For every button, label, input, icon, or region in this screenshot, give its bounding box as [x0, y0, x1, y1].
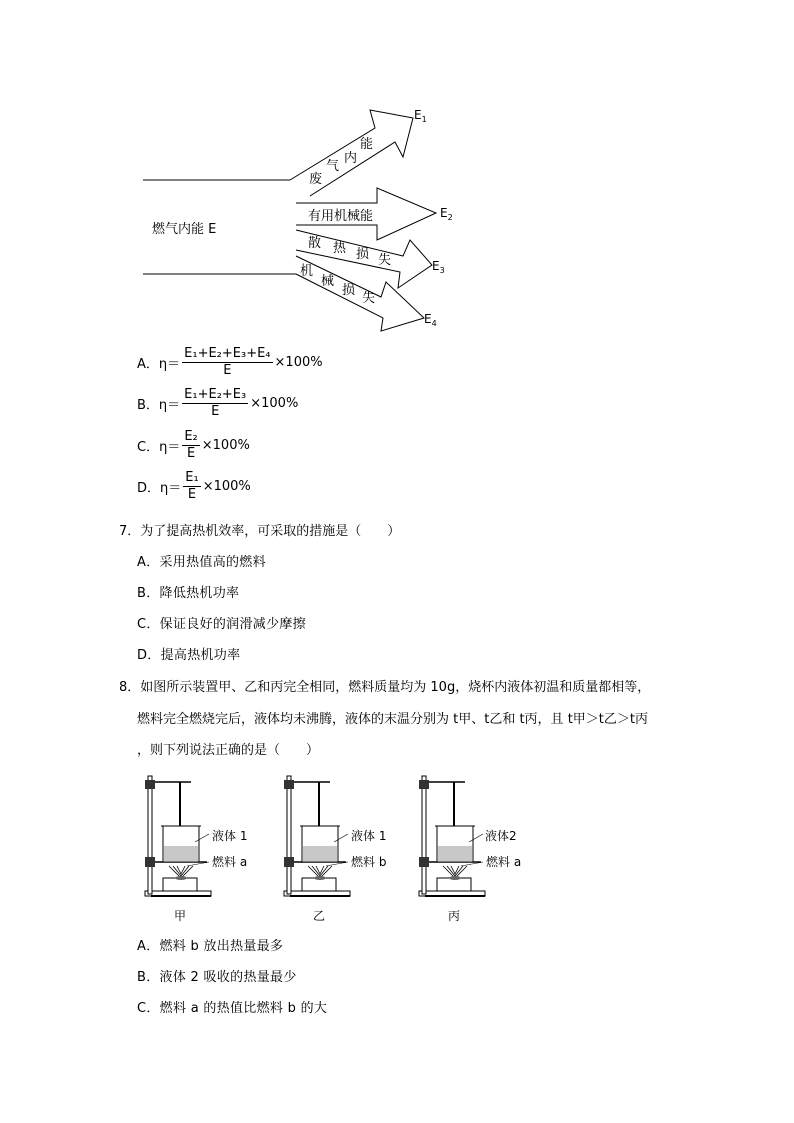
- q6-option-a: A．η＝ $\frac{\text{E₁+E₂+E₃+E₄}}{E}$ ×100%: [137, 346, 323, 378]
- e3-label: $E_3$: [432, 259, 445, 275]
- e2-label: $E_2$: [440, 206, 453, 222]
- mech-loss-char-1: 机: [300, 264, 314, 279]
- caption-bing: 丙: [448, 909, 461, 923]
- mech-loss-char-2: 械: [321, 274, 335, 289]
- exhaust-char-1: 废: [309, 172, 323, 187]
- q6-option-c: C．η＝ $\frac{\text{E₂}}{E}$ ×100%: [137, 429, 250, 461]
- q7-option-a: A．采用热值高的燃料: [137, 555, 266, 570]
- q6-option-b: B．η＝ $\frac{\text{E₁+E₂+E₃}}{E}$ ×100%: [137, 387, 299, 419]
- fuel-label-jia: 燃料 a: [212, 855, 248, 869]
- q7-option-b: B．降低热机功率: [137, 586, 240, 601]
- e1-label: $E_1$: [414, 108, 427, 124]
- q7-option-d: D．提高热机功率: [137, 648, 241, 663]
- exhaust-char-2: 气: [326, 159, 340, 174]
- liquid-label-jia: 液体 1: [212, 829, 248, 843]
- exhaust-char-3: 内: [344, 151, 358, 166]
- q7-stem: 7．为了提高热机效率，可采取的措施是（ ）: [119, 524, 401, 539]
- source-energy-label: 燃气内能 E: [152, 222, 217, 237]
- caption-jia: 甲: [174, 909, 187, 923]
- liquid-label-bing: 液体2: [485, 829, 517, 843]
- heat-loss-char-4: 失: [378, 253, 392, 268]
- heat-loss-char-3: 损: [356, 247, 370, 262]
- exhaust-char-4: 能: [360, 137, 374, 152]
- q8-stem-line1: 8．如图所示装置甲、乙和丙完全相同，燃料质量均为 10g，烧杯内液体初温和质量都相等，: [119, 680, 651, 695]
- q8-option-c: C．燃料 a 的热值比燃料 b 的大: [137, 1001, 328, 1016]
- fuel-label-yi: 燃料 b: [351, 855, 387, 869]
- mech-loss-char-4: 失: [362, 291, 376, 306]
- q8-stem-line3: ，则下列说法正确的是（ ）: [137, 743, 320, 758]
- mech-loss-char-3: 损: [342, 283, 356, 298]
- fuel-label-bing: 燃料 a: [486, 855, 522, 869]
- q8-apparatus-figure: [0, 760, 794, 930]
- useful-work-label: 有用机械能: [308, 209, 374, 224]
- energy-flow-diagram: [0, 0, 794, 340]
- q8-option-b: B．液体 2 吸收的热量最少: [137, 970, 297, 985]
- q7-option-c: C．保证良好的润滑减少摩擦: [137, 617, 306, 632]
- caption-yi: 乙: [313, 909, 326, 923]
- q8-stem-line2: 燃料完全燃烧完后，液体均未沸腾，液体的末温分别为 t甲、t乙和 t丙，且 t甲＞t乙＞t丙: [137, 712, 648, 727]
- liquid-label-yi: 液体 1: [351, 829, 387, 843]
- heat-loss-char-2: 热: [333, 241, 347, 256]
- e4-label: $E_4$: [424, 312, 437, 328]
- q6-option-d: D．η＝ $\frac{\text{E₁}}{E}$ ×100%: [137, 470, 251, 502]
- heat-loss-char-1: 散: [308, 236, 322, 251]
- q8-option-a: A．燃料 b 放出热量最多: [137, 939, 284, 954]
